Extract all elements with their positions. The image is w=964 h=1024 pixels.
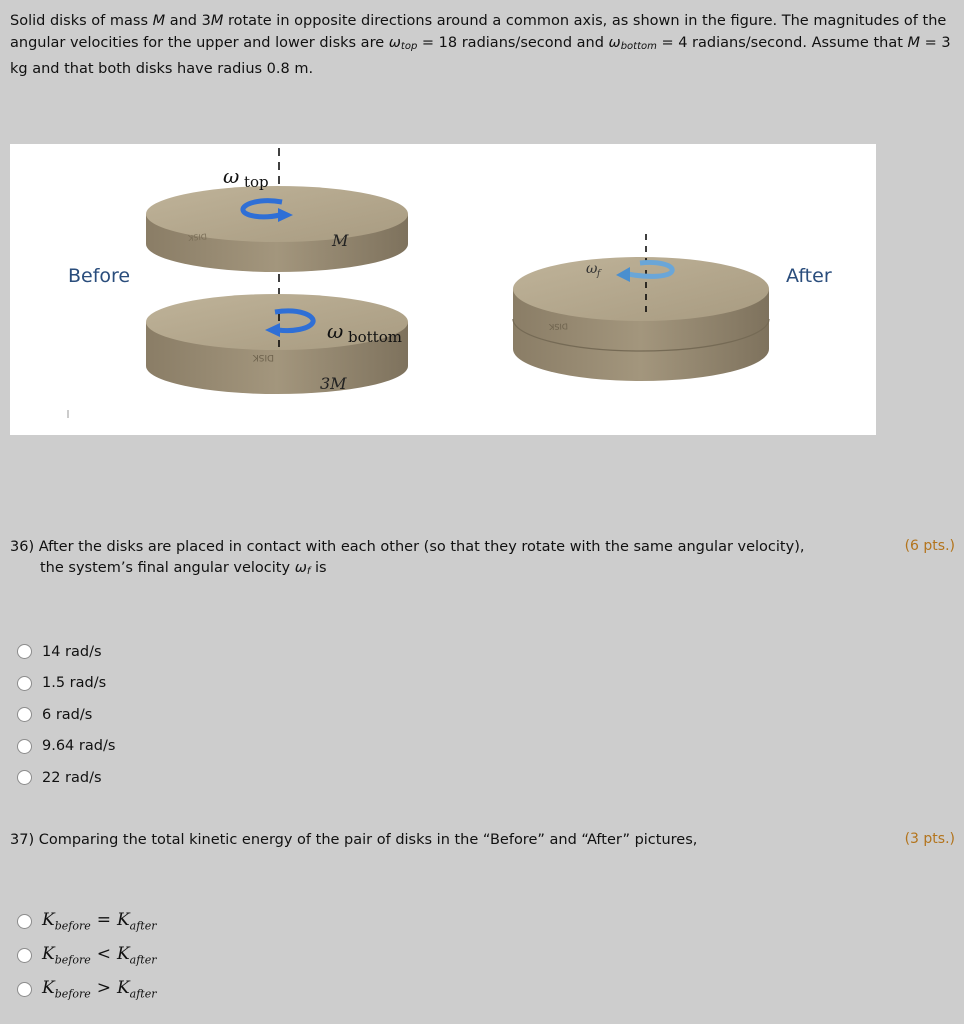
after-label: After <box>786 265 832 287</box>
disk-engraving: DISK <box>187 231 208 243</box>
radio-button[interactable] <box>17 948 32 963</box>
lower-mass-label: 3M <box>320 374 347 393</box>
q37-option-less[interactable]: $K_{before} < K_{after}$ <box>17 938 157 972</box>
omega-bottom-sub: bottom <box>348 328 402 346</box>
radio-button[interactable] <box>17 739 32 754</box>
omega-bottom-symbol: ω <box>608 35 621 51</box>
q36-option-3[interactable]: 6 rad/s <box>17 699 115 731</box>
omega-top-label: ω <box>223 164 240 188</box>
q37-options <box>17 904 157 1006</box>
upper-mass-label: M <box>332 231 349 250</box>
q37-points: (3 pts.) <box>904 831 955 847</box>
radio-button[interactable] <box>17 770 32 785</box>
q36-option-5[interactable]: 22 rad/s <box>17 762 115 794</box>
omega-f-sub: f <box>597 269 601 279</box>
omega-top-sub: top <box>244 173 269 191</box>
q36-option-4[interactable]: 9.64 rad/s <box>17 731 115 763</box>
q37-option-equal[interactable]: $K_{before} = K_{after}$ <box>17 904 157 938</box>
disk-engraving-lower: DISK <box>252 352 274 362</box>
omega-bottom-label: ω <box>327 319 344 343</box>
before-label: Before <box>68 265 131 287</box>
q36-points: (6 pts.) <box>904 538 955 554</box>
radio-button[interactable] <box>17 914 32 929</box>
disk-engraving-combined: DISK <box>548 321 569 332</box>
question-36: 36) After the disks are placed in contact with each other (so that they rotate with the same angular velocity), the system’s final angular velocity $\omega_f$ is <box>10 539 805 577</box>
question-37: 37) Comparing the total kinetic energy of the pair of disks in the “Before” and “After” pictures, <box>10 832 698 848</box>
q36-options <box>17 636 115 794</box>
q37-option-greater[interactable]: $K_{before} > K_{after}$ <box>17 972 157 1006</box>
disks-figure <box>10 144 876 435</box>
disks-illustration <box>10 144 876 435</box>
radio-button[interactable] <box>17 982 32 997</box>
radio-button[interactable] <box>17 707 32 722</box>
radio-button[interactable] <box>17 644 32 659</box>
q36-option-2[interactable]: 1.5 rad/s <box>17 668 115 700</box>
omega-top-symbol: ω <box>388 35 401 51</box>
omega-f-label: ω <box>586 261 598 277</box>
problem-intro: Solid disks of mass M and 3M rotate in opposite directions around a common axis, as shown in the figure. The magnitudes of the angular velocities for the upper and lower disks are $\omega_{top} = 18$ radians/second and $\omega_{bottom} = 4$ radians/second. Assume that M = 3 kg and that both disks have radius 0.8 m. <box>10 13 951 77</box>
radio-button[interactable] <box>17 676 32 691</box>
q36-option-1[interactable]: 14 rad/s <box>17 636 115 668</box>
omega-f-symbol: ω <box>294 560 307 576</box>
